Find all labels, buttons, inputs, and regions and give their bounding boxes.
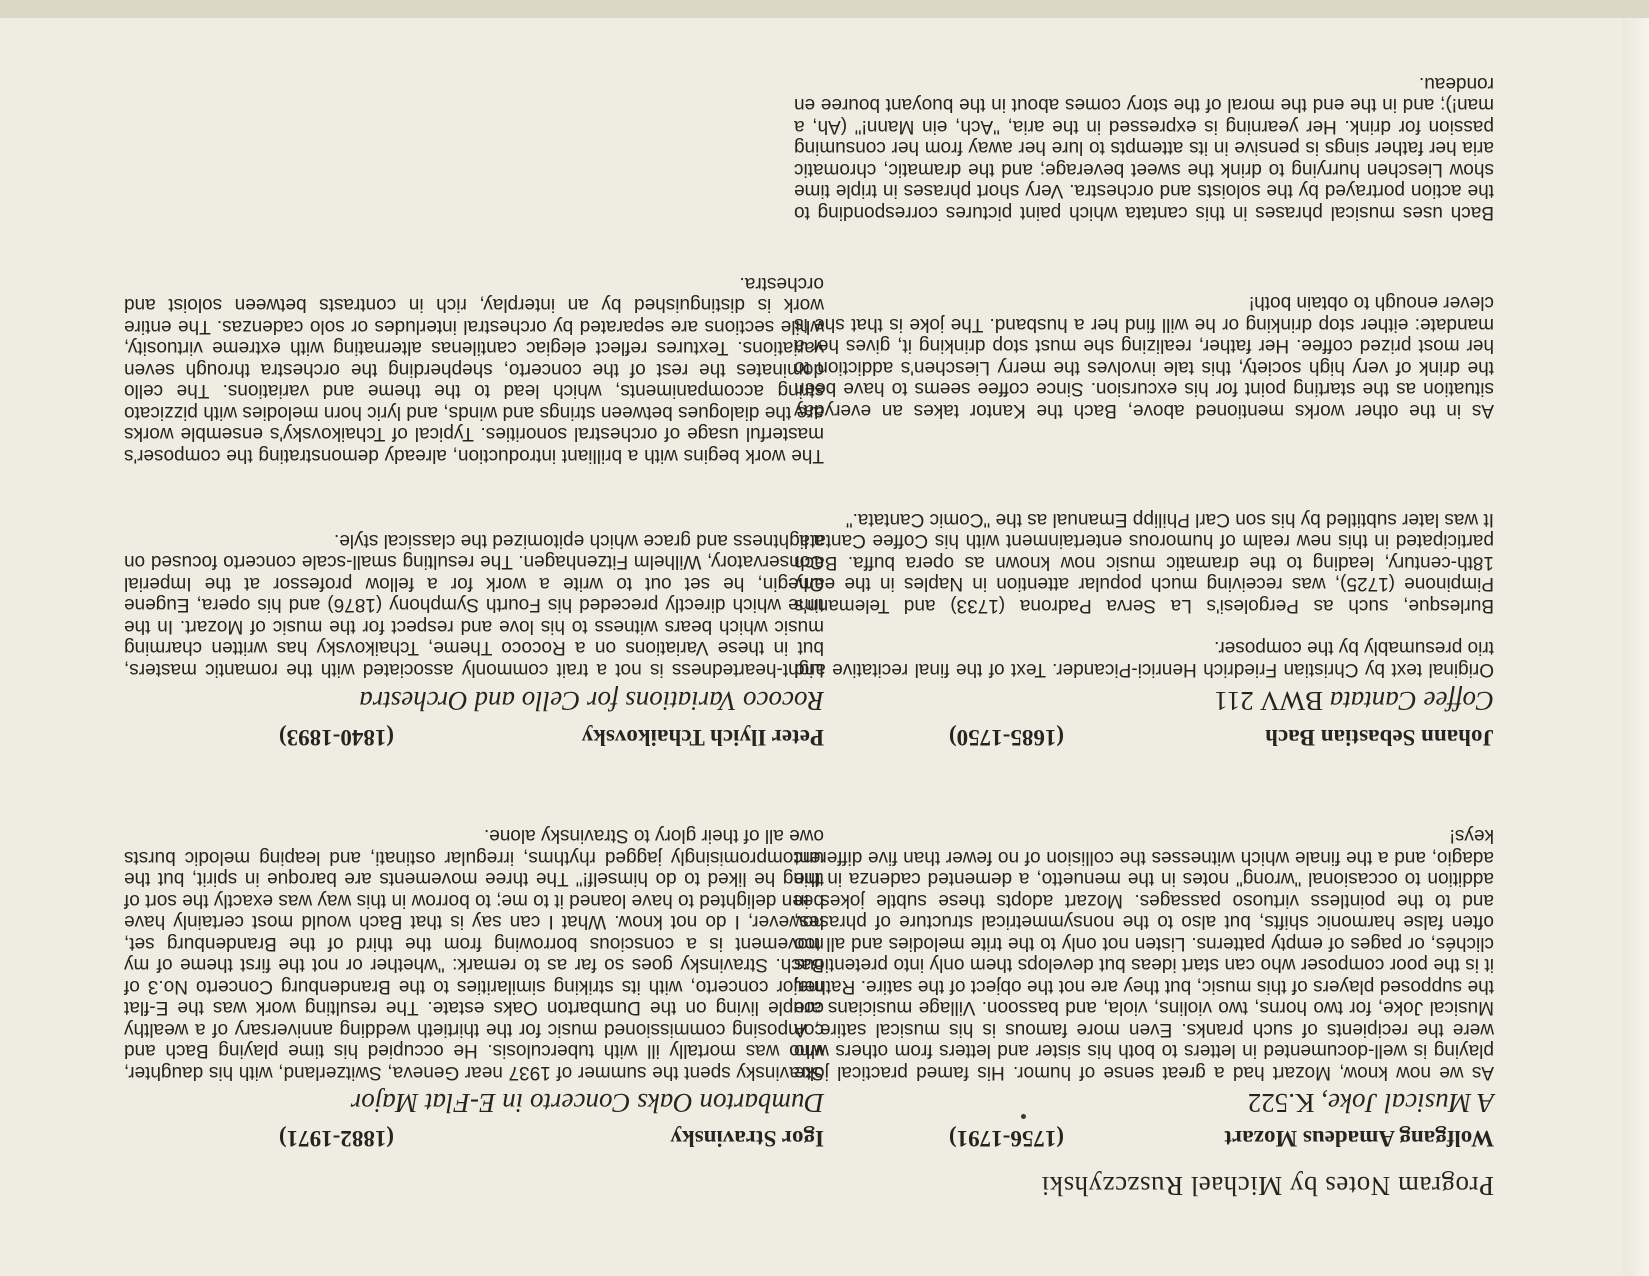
work-title-coffee-cantata (794, 685, 1494, 716)
composer-name: Wolfgang Amadeus Mozart (1224, 1126, 1494, 1151)
work-title-text: A Musical Joke, (1321, 1088, 1494, 1118)
composer-heading-stravinsky (124, 1125, 824, 1151)
page-edge-bottom (0, 0, 1649, 18)
bach-paragraph-2: Burlesque, such as Pergolesi's La Serva Padrona (1733) and Telemann's Pimpinone (1725), was receiving much popular attention in Naples in the early 18th-century, leading to the dramatic music now known as opera buffa. Bach participated in this new realm of humorous entertainment with his Coffee Cantata. It was later subtitled by his son Carl Philipp Emanual as the "Comic Cantata." (794, 509, 1494, 616)
work-title-rococo-variations: Rococo Variations for Cello and Orchestra (359, 686, 824, 716)
composer-name: Igor Stravinsky (670, 1126, 824, 1151)
mozart-paragraph: As we now know, Mozart had a great sense of humor. His famed practical joke playing is well-documented in letters to both his sister and letters from others who were the recipients of such pranks. Even more famous is his musical satire, A Musical Joke, for two horns, two violins, viola, and bassoon. Village musicians are the supposed players of this music, but they are not the object of the satire. Rather, it is the poor composer who can start ideas but develops them only into pretentious clichés, or pages of empty patterns. Listen not only to the trite melodies and all too often false harmonic shifts, but also to the nonsymmetrical structure of phrases, and to the pointless virtuoso passages. Mozart adopts these subtle jokes in addition to occasional "wrong" notes in the menuetto, a demented cadenza in the adagio, and a the finale which witnesses the collision of no fewer than five different keys! (794, 825, 1494, 1083)
composer-heading-tchaikovsky (124, 724, 824, 750)
composer-heading-mozart (794, 1125, 1494, 1151)
page-edge (1623, 0, 1649, 1276)
tchaikovsky-paragraph-1: Light-heartedness is not a trait commonly associated with the romantic masters, but in these Variations on a Rococo Theme, Tchaikovsky has written charming music which bears witness to his love and respect for the music of Mozart. In the time which directly preceded his Fourth Symphony (1876) and his opera, Eugene Onegin, he set out to write a work for a fellow professor at the Imperial Conservatory, Wilhelm Fitzenhagen. The resulting small-scale concerto focused on a lightness and grace which epitomized the classical style. (124, 530, 824, 680)
program-title: Program Notes by Michael Ruszczyhski (1041, 1171, 1494, 1201)
composer-heading-bach (794, 724, 1494, 750)
work-title-text: Coffee Cantata (1329, 686, 1494, 716)
work-catalog: K.522 (1247, 1088, 1315, 1118)
composer-name: Peter Ilyich Tchaikovsky (581, 725, 824, 750)
composer-dates: (1756-1791) (949, 1126, 1064, 1151)
work-title-musical-joke (794, 1087, 1494, 1118)
bach-paragraph-3: As in the other works mentioned above, Bach the Kantor takes an everyday situation as the starting point for his excursion. Since coffee seems to have been the drink of very high society, this tale involves the merry Lieschen's addiction to her most prized coffee. Her father, realizing she must stop drinking it, gives her a mandate: either stop drinking or he will find her a husband. The joke is that she is clever enough to obtain both! (794, 292, 1494, 421)
composer-dates: (1882-1971) (279, 1126, 394, 1151)
composer-name: Johann Sebastian Bach (1265, 725, 1494, 750)
bach-paragraph-1: Original text by Christian Friedrich Henrici-Picander. Text of the final recitative and trio presumably by the composer. (794, 637, 1494, 680)
work-title-dumbarton-oaks: Dumbarton Oaks Concerto in E-Flat Major (350, 1088, 824, 1118)
stravinsky-paragraph: Stravinsky spent the summer of 1937 near Geneva, Switzerland, with his daughter, who was mortally ill with tuberculosis. He occupied his time playing Bach and composing commissioned music for the thirtieth wedding anniversary of a wealthy couple living on the Dumbarton Oaks estate. The resulting work was the E-flat major concerto, with its striking similarities to the Brandenburg Concerto No.3 of Bach. Stravinsky goes so far as to remark: "whether or not the first theme of my movement is a conscious borrowing from the third of the Brandenburg set, however, I do not know. What I can say is that Bach would most certainly have been delighted to have loaned it to me; to borrow in this way was exactly the sort of thing he liked to do himself!" The three movements are baroque in spirit, but the uncompromisingly jagged rhythms, irregular ostinati, and leaping melodic bursts owe all of their glory to Stravinsky alone. (124, 825, 824, 1083)
tchaikovsky-paragraph-2: The work begins with a brilliant introduction, already demonstrating the composer's masterful usage of orchestral sonorities. Typical of Tchaikovsky's ensemble works are the dialogues between strings and winds, and lyric horn melodies with pizzicato string accompaniments, which lead to the theme and variations. The cello dominates the rest of the concerto, shepherding the orchestra through seven variations. Textures reflect elegiac cantilenas alternating with extreme virtuosity, while sections are separated by orchestral interludes or solo cadenzas. The entire work is distinguished by an interplay, rich in contrasts between soloist and orchestra. (124, 273, 824, 466)
composer-dates: (1685-1750) (949, 725, 1064, 750)
work-catalog: BWV 211 (1214, 686, 1323, 716)
composer-dates: (1840-1893) (279, 725, 394, 750)
bach-paragraph-4: Bach uses musical phrases in this cantata which paint pictures corresponding to the action portrayed by the soloists and orchestra. Very short phrases in triple time show Lieschen hurrying to drink the sweet beverage; and the dramatic, chromatic aria her father sings is pensive in its attempts to lure her away from her consuming passion for drink. Her yearning is expressed in the aria, "Ach, ein Mann!" (Ah, a man!); and in the end the moral of the story comes about in the buoyant bouree en rondeau. (794, 73, 1494, 223)
